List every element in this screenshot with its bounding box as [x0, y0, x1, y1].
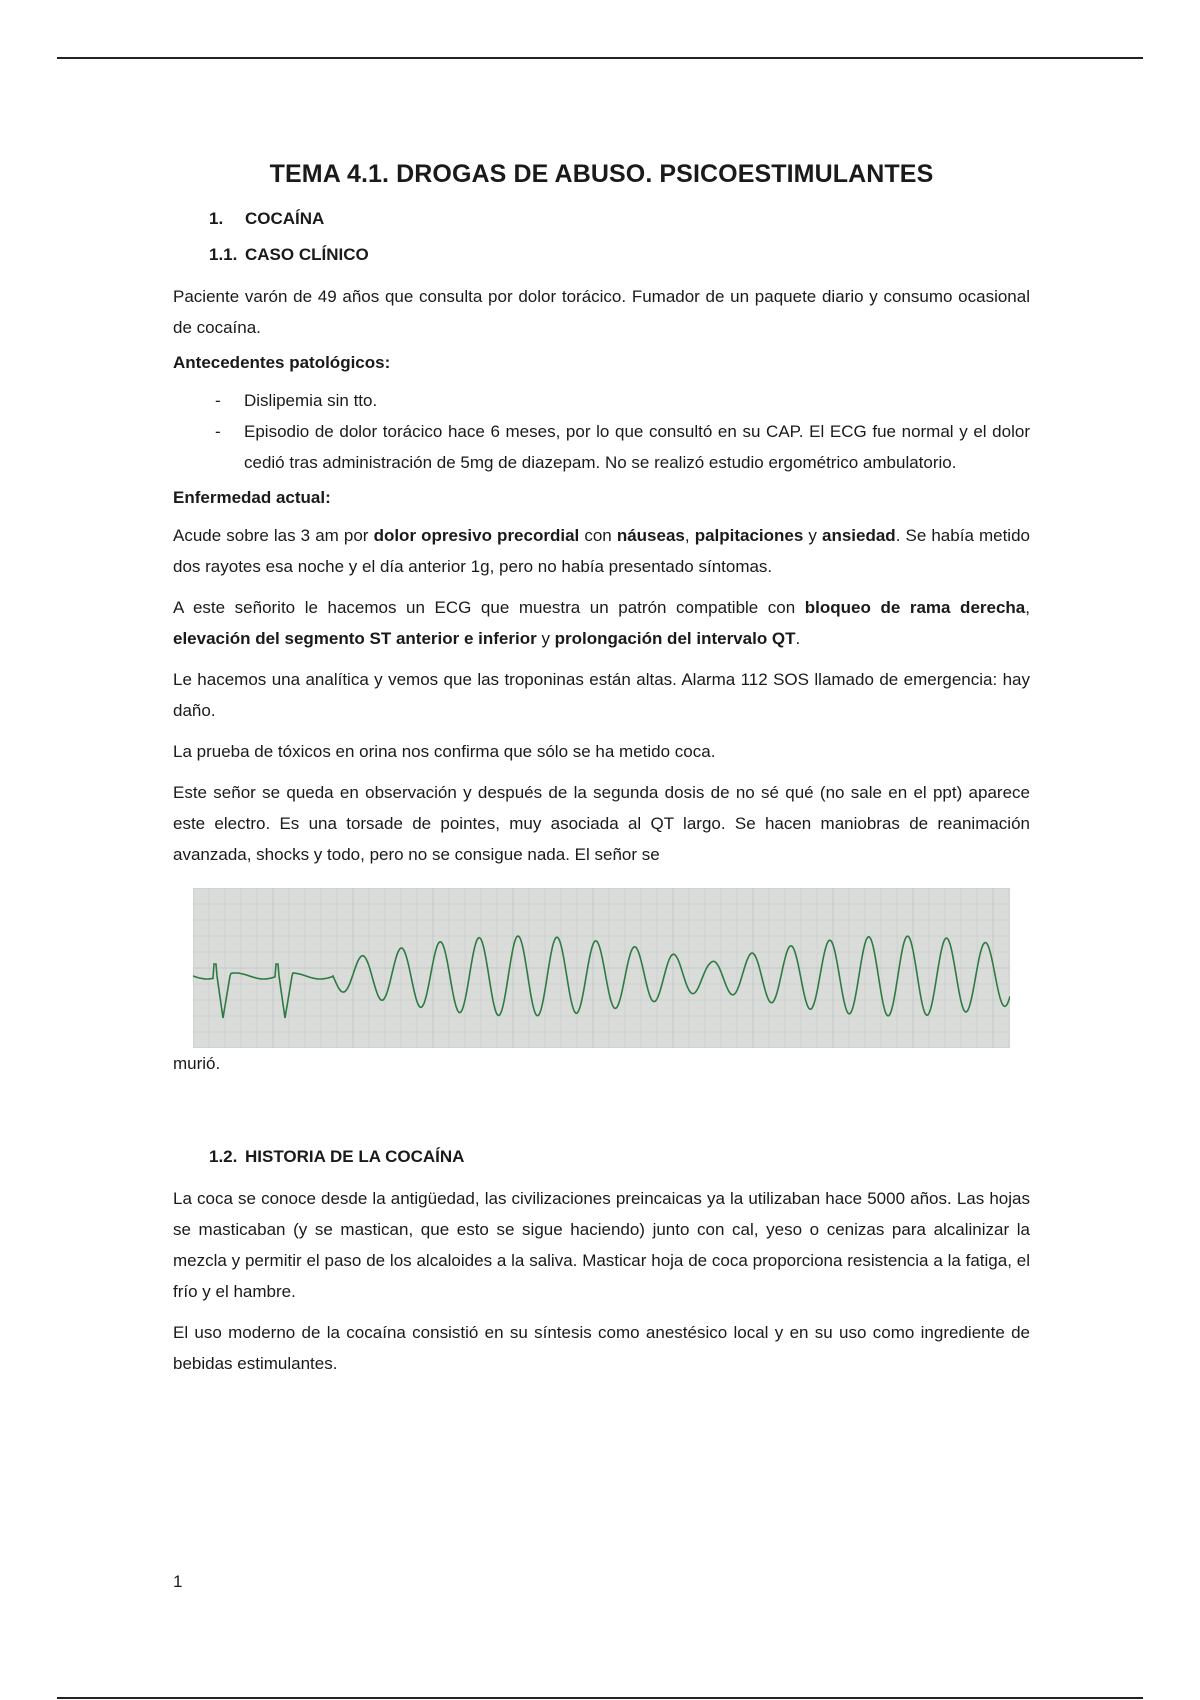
- enfermedad-paragraph-6: murió.: [173, 1054, 221, 1073]
- page-number: 1: [173, 1572, 183, 1591]
- antecedentes-list: [173, 385, 1030, 478]
- subsection-number: 1.1.: [209, 245, 238, 264]
- document-title: TEMA 4.1. DROGAS DE ABUSO. PSICOESTIMULANTES: [269, 160, 934, 188]
- section-number: 1.: [209, 209, 224, 228]
- list-item: - Dislipemia sin tto.: [215, 391, 378, 410]
- subsection-heading-historia: [209, 1147, 1030, 1167]
- section-label: COCAÍNA: [245, 209, 325, 228]
- list-item: - Episodio de dolor torácico hace 6 meses, por lo que consultó en su CAP. El ECG fue normal y el dolor cedió tras administración de 5mg de diazepam. No se realizó estudio ergométrico ambulatorio.: [215, 422, 1030, 472]
- subsection-label: HISTORIA DE LA COCAÍNA: [245, 1147, 465, 1166]
- enfermedad-paragraph-4: La prueba de tóxicos en orina nos confirma que sólo se ha metido coca.: [173, 742, 716, 761]
- enfermedad-paragraph-3: Le hacemos una analítica y vemos que las troponinas están altas. Alarma 112 SOS llamado de emergencia: hay daño.: [173, 670, 1030, 720]
- historia-paragraph-1: La coca se conoce desde la antigüedad, las civilizaciones preincaicas ya la utilizaban hace 5000 años. Las hojas se masticaban (y se mastican, que esto se sigue haciendo) junto con cal, yeso o cenizas para alcalinizar la mezcla y permitir el paso de los alcaloides a la saliva. Masticar hoja de coca proporciona resistencia a la fatiga, el frío y el hambre.: [173, 1189, 1030, 1301]
- antecedentes-label: Antecedentes patológicos:: [173, 353, 391, 372]
- ecg-image: [193, 888, 1010, 1048]
- section-heading-cocaina: [209, 209, 1030, 229]
- ecg-torsade-strip: [193, 888, 1010, 1048]
- subsection-label: CASO CLÍNICO: [245, 245, 369, 264]
- header-rule: [57, 57, 1143, 59]
- subsection-number: 1.2.: [209, 1147, 238, 1166]
- document-page: [173, 150, 1030, 1389]
- historia-paragraph-2: El uso moderno de la cocaína consistió en su síntesis como anestésico local y en su uso como ingrediente de bebidas estimulantes.: [173, 1323, 1030, 1373]
- enfermedad-paragraph-1: Acude sobre las 3 am por dolor opresivo precordial con náuseas, palpitaciones y ansiedad. Se había metido dos rayotes esa noche y el día anterior 1g, pero no había presentado síntomas.: [173, 526, 1030, 576]
- enfermedad-label: Enfermedad actual:: [173, 488, 331, 507]
- subsection-heading-caso-clinico: [209, 245, 1030, 265]
- intro-paragraph: Paciente varón de 49 años que consulta por dolor torácico. Fumador de un paquete diario y consumo ocasional de cocaína.: [173, 287, 1030, 337]
- enfermedad-paragraph-2: A este señorito le hacemos un ECG que muestra un patrón compatible con bloqueo de rama derecha, elevación del segmento ST anterior e inferior y prolongación del intervalo QT.: [173, 598, 1030, 648]
- footer-rule: [57, 1697, 1143, 1699]
- enfermedad-paragraph-5: Este señor se queda en observación y después de la segunda dosis de no sé qué (no sale en el ppt) aparece este electro. Es una torsade de pointes, muy asociada al QT largo. Se hacen maniobras de reanimación avanzada, shocks y todo, pero no se consigue nada. El señor se: [173, 783, 1030, 864]
